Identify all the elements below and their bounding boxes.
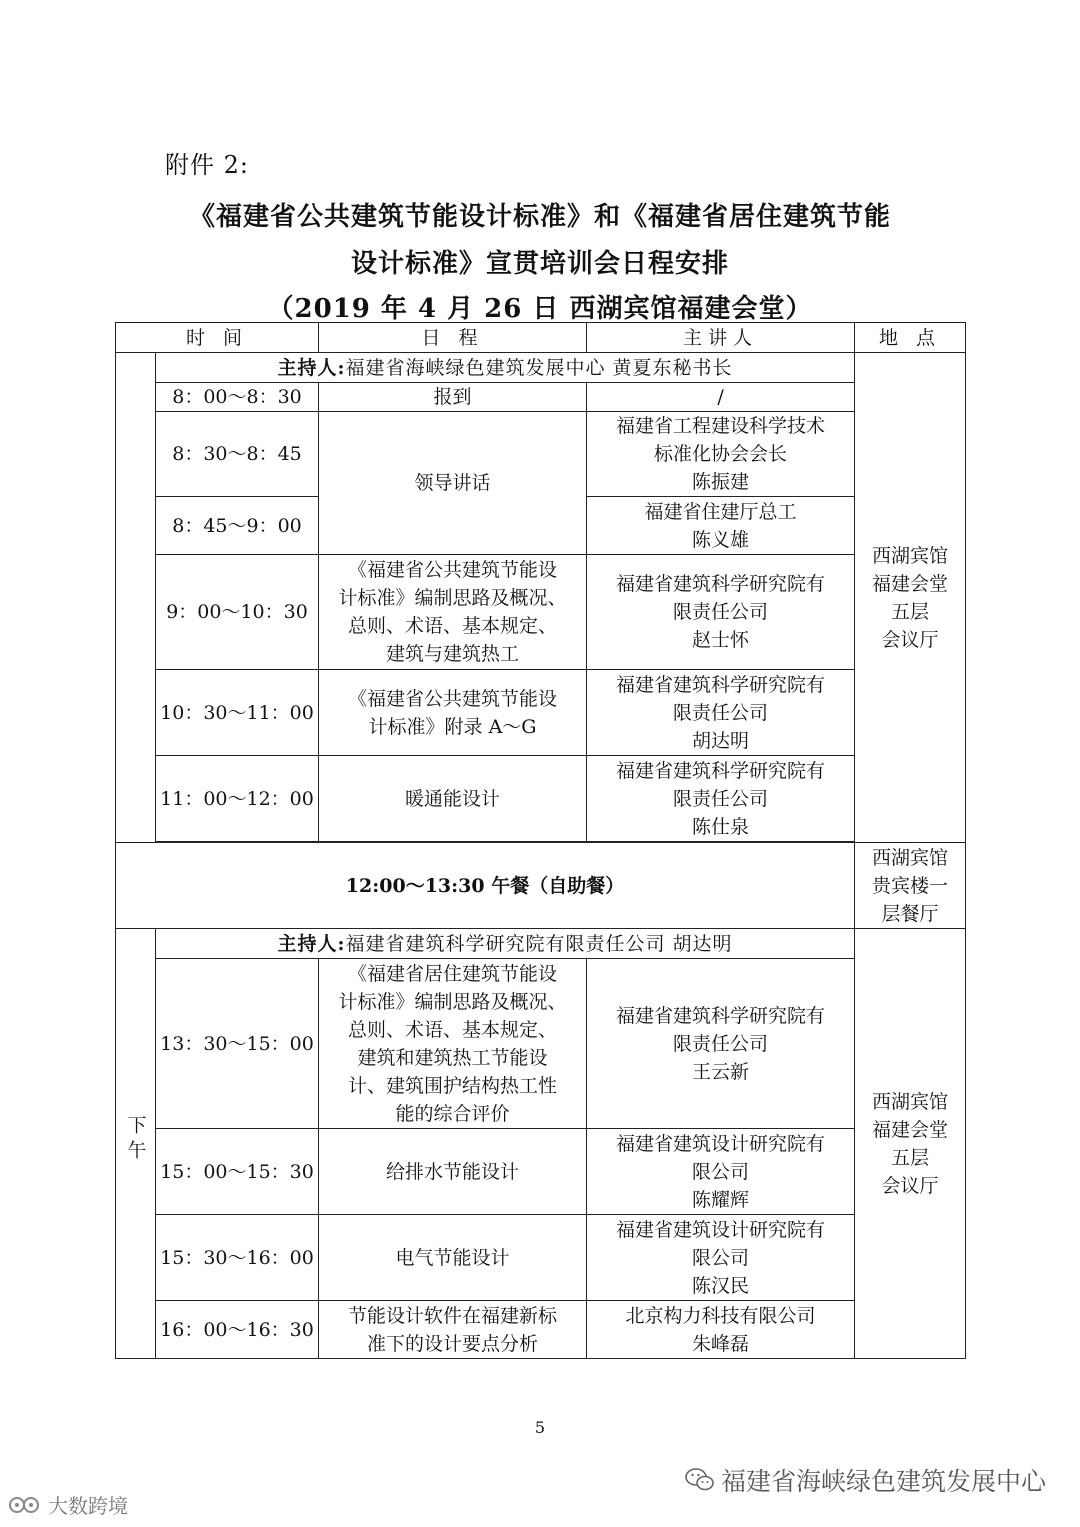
table-row xyxy=(116,1215,966,1301)
lunch-location xyxy=(855,843,966,929)
speaker-line: 朱峰磊 xyxy=(692,1332,750,1355)
item-line: 节能设计软件在福建新标 xyxy=(348,1304,558,1327)
speaker-cell xyxy=(587,383,855,412)
speaker-cell xyxy=(587,670,855,756)
item-cell xyxy=(319,1301,587,1359)
item-cell xyxy=(319,670,587,756)
item-line: 暖通能设计 xyxy=(405,787,501,810)
afternoon-period-cell xyxy=(116,929,156,1359)
item-line: 计标准》附录 A～G xyxy=(368,715,537,738)
speaker-line: 福建省建筑科学研究院有 xyxy=(616,673,826,696)
item-cell xyxy=(319,1215,587,1301)
item-line: 总则、术语、基本规定、 xyxy=(348,1018,558,1041)
afternoon-period-label: 下午 xyxy=(124,1114,147,1165)
host-label: 主持人: xyxy=(277,932,346,955)
table-row xyxy=(116,383,966,412)
item-cell xyxy=(319,412,587,555)
time-cell: 11：00～12：00 xyxy=(156,756,319,842)
location-line: 西湖宾馆 xyxy=(872,846,949,869)
host-label: 主持人: xyxy=(277,356,346,379)
morning-host-row xyxy=(116,353,966,383)
item-line: 准下的设计要点分析 xyxy=(367,1332,539,1355)
speaker-line: 限责任公司 xyxy=(673,787,769,810)
table-header-row xyxy=(116,323,966,353)
speaker-line: 限公司 xyxy=(692,1246,750,1269)
title-line-2: 设计标准》宣贯培训会日程安排 xyxy=(350,249,729,279)
table-row xyxy=(116,670,966,756)
title-line-1: 《福建省公共建筑节能设计标准》和《福建省居住建筑节能 xyxy=(188,202,891,232)
speaker-cell xyxy=(587,1301,855,1359)
watermark-right xyxy=(685,1462,1046,1498)
wechat-icon xyxy=(685,1467,715,1493)
table-row xyxy=(116,1129,966,1215)
item-line: 报到 xyxy=(433,386,472,408)
speaker-cell xyxy=(587,959,855,1129)
item-line: 《福建省公共建筑节能设 xyxy=(348,687,558,710)
item-cell xyxy=(319,383,587,412)
item-line: 总则、术语、基本规定、 xyxy=(348,615,558,637)
item-line: 电气节能设计 xyxy=(395,1246,510,1269)
watermark-left-text: 大数跨境 xyxy=(48,1494,128,1518)
item-cell xyxy=(319,1129,587,1215)
watermark-right-text: 福建省海峡绿色建筑发展中心 xyxy=(720,1467,1046,1496)
morning-host xyxy=(156,353,855,383)
table-row xyxy=(116,756,966,842)
item-line: 建筑和建筑热工节能设 xyxy=(357,1046,548,1069)
table-row xyxy=(116,959,966,1129)
afternoon-location xyxy=(855,929,966,1359)
time-cell: 15：30～16：00 xyxy=(156,1215,319,1301)
location-line: 会议厅 xyxy=(881,1174,939,1197)
speaker-cell xyxy=(587,412,855,497)
time-cell: 8：00～8：30 xyxy=(156,383,319,412)
title-line-3: （2019 年 4 月 26 日 西湖宾馆福建会堂） xyxy=(267,294,813,324)
item-line: 计标准》编制思路及概况、 xyxy=(338,990,567,1013)
host-text: 福建省建筑科学研究院有限责任公司 胡达明 xyxy=(345,932,733,955)
morning-location xyxy=(855,353,966,843)
time-cell: 15：00～15：30 xyxy=(156,1129,319,1215)
location-line: 会议厅 xyxy=(881,628,939,651)
location-line: 五层 xyxy=(891,600,930,623)
page-number: 5 xyxy=(534,1418,546,1437)
speaker-line: 福建省建筑科学研究院有 xyxy=(616,759,826,782)
item-line: 给排水节能设计 xyxy=(386,1160,520,1183)
speaker-line: 福建省工程建设科学技术 xyxy=(616,415,826,437)
speaker-line: 限责任公司 xyxy=(673,701,769,724)
table-row xyxy=(116,1301,966,1359)
time-cell: 10：30～11：00 xyxy=(156,670,319,756)
speaker-cell xyxy=(587,756,855,842)
speaker-line: 北京构力科技有限公司 xyxy=(625,1304,816,1327)
watermark-left xyxy=(8,1490,128,1519)
speaker-line: 陈振建 xyxy=(692,471,750,493)
attachment-label: 附件 2: xyxy=(165,151,249,179)
speaker-line: 标准化协会会长 xyxy=(654,443,788,465)
afternoon-host-row xyxy=(116,929,966,959)
speaker-cell xyxy=(587,1129,855,1215)
morning-period-cell xyxy=(116,353,156,843)
item-line: 《福建省公共建筑节能设 xyxy=(348,559,558,581)
speaker-cell xyxy=(587,1215,855,1301)
table-row xyxy=(116,412,966,497)
item-line: 《福建省居住建筑节能设 xyxy=(348,962,558,985)
speaker-line: 限责任公司 xyxy=(673,1032,769,1055)
speaker-line: 福建省建筑设计研究院有 xyxy=(616,1132,826,1155)
speaker-line: 王云新 xyxy=(692,1060,750,1083)
location-line: 西湖宾馆 xyxy=(872,1090,949,1113)
location-line: 福建会堂 xyxy=(872,572,949,595)
header-time: 时 间 xyxy=(116,323,319,353)
item-line: 能的综合评价 xyxy=(395,1102,510,1125)
item-line: 建筑与建筑热工 xyxy=(386,643,520,665)
speaker-line: 陈汉民 xyxy=(692,1274,750,1297)
header-location: 地 点 xyxy=(855,323,966,353)
speaker-line: 福建省住建厅总工 xyxy=(644,500,797,523)
item-line: 领导讲话 xyxy=(414,472,491,494)
header-speaker: 主讲人 xyxy=(587,323,855,353)
watermark-logo-icon xyxy=(8,1494,44,1516)
table-row xyxy=(116,555,966,670)
speaker-line: / xyxy=(717,386,724,408)
time-cell: 8：45～9：00 xyxy=(156,497,319,555)
speaker-line: 福建省建筑设计研究院有 xyxy=(616,1218,826,1241)
speaker-line: 胡达明 xyxy=(692,729,750,752)
time-cell: 8：30～8：45 xyxy=(156,412,319,497)
time-cell: 13：30～15：00 xyxy=(156,959,319,1129)
speaker-line: 陈义雄 xyxy=(692,528,750,551)
speaker-line: 限责任公司 xyxy=(673,601,769,623)
location-line: 层餐厅 xyxy=(881,902,939,925)
lunch-row xyxy=(116,843,966,929)
speaker-line: 赵士怀 xyxy=(692,629,750,651)
location-line: 西湖宾馆 xyxy=(872,544,949,567)
speaker-line: 福建省建筑科学研究院有 xyxy=(616,1004,826,1027)
item-line: 计、建筑围护结构热工性 xyxy=(348,1074,558,1097)
location-line: 福建会堂 xyxy=(872,1118,949,1141)
speaker-line: 陈仕泉 xyxy=(692,815,750,838)
host-text: 福建省海峡绿色建筑发展中心 黄夏东秘书长 xyxy=(345,356,733,379)
speaker-cell xyxy=(587,497,855,555)
time-cell: 9：00～10：30 xyxy=(156,555,319,670)
item-cell xyxy=(319,959,587,1129)
time-cell: 16：00～16：30 xyxy=(156,1301,319,1359)
item-cell xyxy=(319,555,587,670)
speaker-line: 福建省建筑科学研究院有 xyxy=(616,573,826,595)
speaker-cell xyxy=(587,555,855,670)
speaker-line: 陈耀辉 xyxy=(692,1188,750,1211)
location-line: 贵宾楼一 xyxy=(872,874,949,897)
lunch-text: 12:00～13:30 午餐（自助餐） xyxy=(116,843,855,929)
item-cell xyxy=(319,756,587,842)
schedule-table xyxy=(115,322,966,1359)
item-line: 计标准》编制思路及概况、 xyxy=(338,587,567,609)
location-line: 五层 xyxy=(891,1146,930,1169)
afternoon-host xyxy=(156,929,855,959)
speaker-line: 限公司 xyxy=(692,1160,750,1183)
header-item: 日 程 xyxy=(319,323,587,353)
